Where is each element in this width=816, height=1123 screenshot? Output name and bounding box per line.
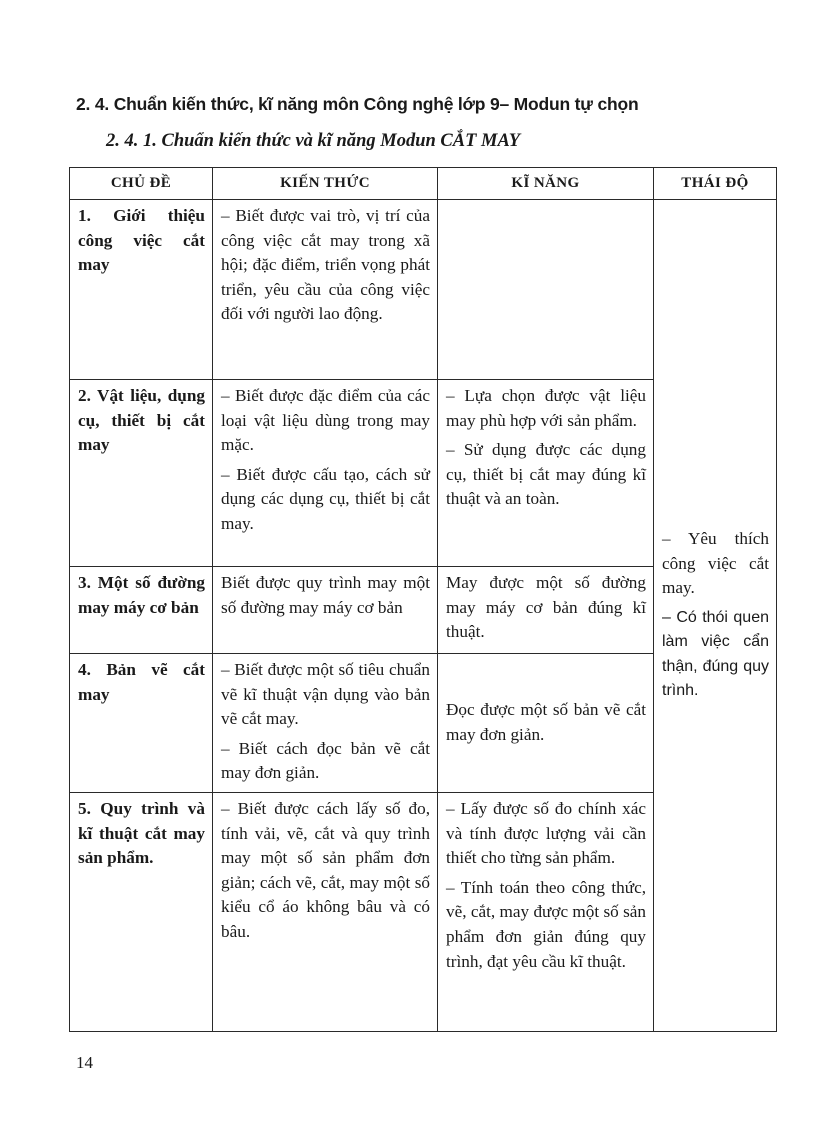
knowledge-cell [213, 793, 438, 1032]
skills-cell [438, 793, 654, 1032]
skills-cell [438, 567, 654, 654]
knowledge-text: – Biết được đặc điểm của các loại vật liệu dùng trong may mặc. [221, 386, 430, 455]
knowledge-cell [213, 567, 438, 654]
knowledge-cell [213, 654, 438, 793]
header-attitude: THÁI ĐỘ [654, 168, 777, 200]
knowledge-text: – Biết cách đọc bản vẽ cắt may đơn giản. [221, 738, 430, 783]
attitude-cell [654, 200, 777, 1032]
subsection-heading: 2. 4. 1. Chuẩn kiến thức và kĩ năng Modun CẮT MAY [106, 131, 521, 151]
skills-cell [438, 654, 654, 793]
knowledge-text: Biết được quy trình may một số đường may máy cơ bản [221, 573, 430, 617]
header-topic: CHỦ ĐỀ [70, 168, 213, 200]
table-row [70, 200, 777, 380]
skills-text: – Lấy được số đo chính xác và tính được lượng vải cần thiết cho từng sản phẩm. [446, 799, 646, 868]
topic-cell: 2. Vật liệu, dụng cụ, thiết bị cắt may [70, 380, 213, 567]
topic-cell: 4. Bản vẽ cắt may [70, 654, 213, 793]
knowledge-text: – Biết được một số tiêu chuẩn vẽ kĩ thuật vận dụng vào bản vẽ cắt may. [221, 660, 430, 729]
section-heading: 2. 4. Chuẩn kiến thức, kĩ năng môn Công nghệ lớp 9– Modun tự chọn [76, 94, 639, 114]
knowledge-text: – Biết được vai trò, vị trí của công việc cắt may trong xã hội; đặc điểm, triển vọng phát triển, yêu cầu của công việc đối với người lao động. [221, 206, 430, 324]
knowledge-cell [213, 380, 438, 567]
header-skills: KĨ NĂNG [438, 168, 654, 200]
page-number: 14 [76, 1053, 93, 1072]
skills-text: Đọc được một số bản vẽ cắt may đơn giản. [446, 700, 646, 744]
skills-text: – Tính toán theo công thức, vẽ, cắt, may được một số sản phẩm đơn giản đúng quy trình, đạt yêu cầu kĩ thuật. [446, 877, 646, 971]
curriculum-table [69, 167, 777, 1032]
skills-cell [438, 200, 654, 380]
topic-cell: 1. Giới thiệu công việc cắt may [70, 200, 213, 380]
header-knowledge: KIẾN THỨC [213, 168, 438, 200]
attitude-text: – Yêu thích công việc cắt may. [662, 528, 769, 598]
knowledge-text: – Biết được cấu tạo, cách sử dụng các dụng cụ, thiết bị cắt may. [221, 464, 430, 533]
topic-cell: 5. Quy trình và kĩ thuật cắt may sản phẩm. [70, 793, 213, 1032]
knowledge-text: – Biết được cách lấy số đo, tính vải, vẽ, cắt và quy trình may một số sản phẩm đơn giản; cách vẽ, cắt, may một số kiểu cổ áo không bâu và có bâu. [221, 799, 430, 941]
knowledge-cell [213, 200, 438, 380]
skills-text: – Lựa chọn được vật liệu may phù hợp với sản phẩm. [446, 386, 646, 430]
table-header-row [70, 168, 777, 200]
attitude-text: – Có thói quen làm việc cẩn thận, đúng quy trình. [662, 608, 769, 700]
skills-cell [438, 380, 654, 567]
skills-text: – Sử dụng được các dụng cụ, thiết bị cắt may đúng kĩ thuật và an toàn. [446, 440, 646, 509]
skills-text: May được một số đường may máy cơ bản đúng kĩ thuật. [446, 573, 646, 642]
topic-cell: 3. Một số đường may máy cơ bản [70, 567, 213, 654]
